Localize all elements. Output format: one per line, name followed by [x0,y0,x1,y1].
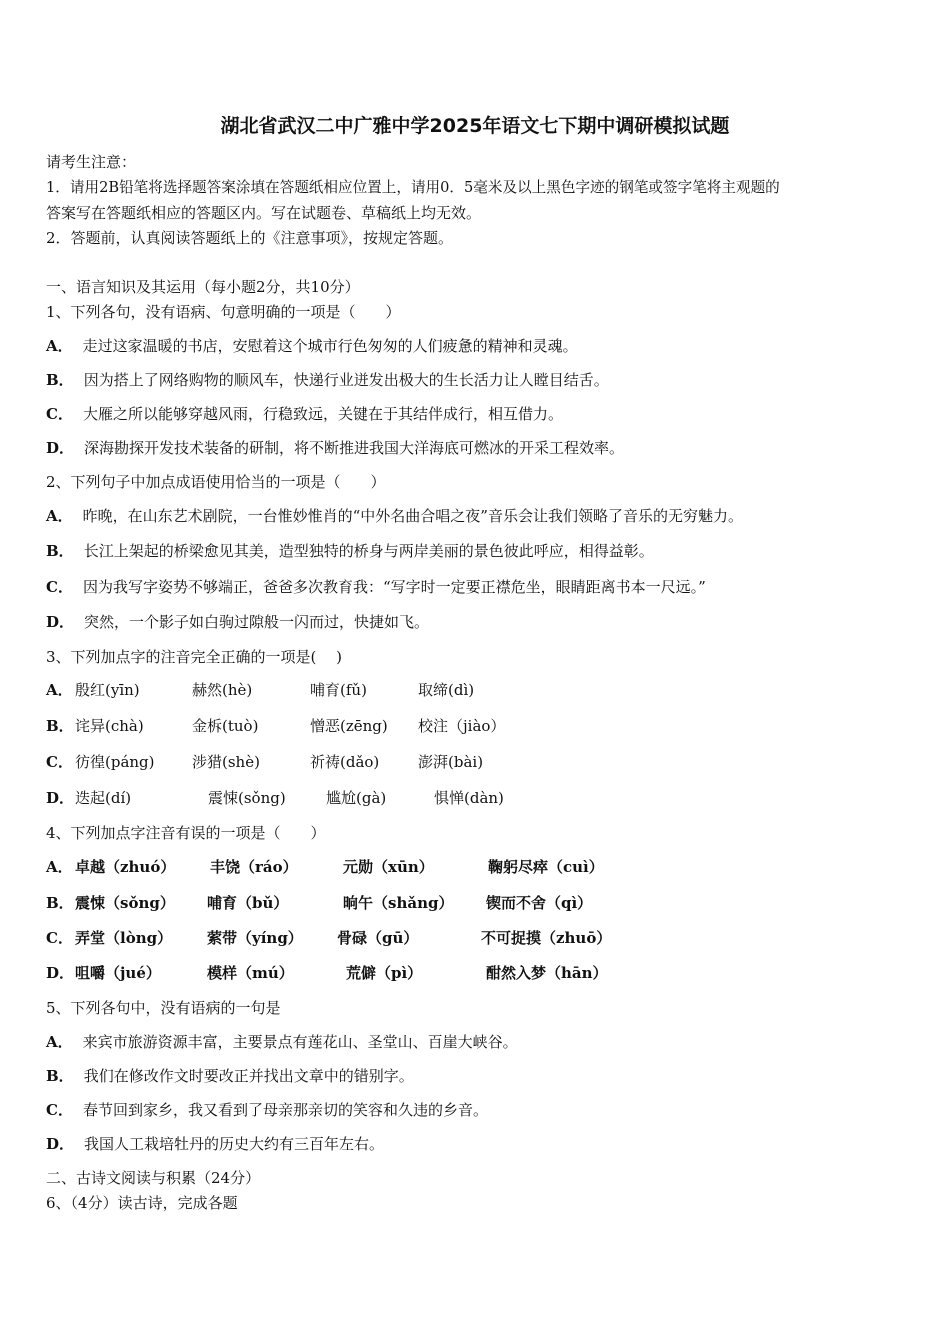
option-label: D． [46,1135,75,1153]
q4-b-item: 晌午（shǎng） [343,894,454,912]
q2-stem: 2、下列句子中加点成语使用恰当的一项是（ ） [46,473,386,491]
option-text: 因为我写字姿势不够端正，爸爸多次教育我：“写字时一定要正襟危坐，眼睛距离书本一尺远。” [82,578,706,596]
q2-option-c [46,577,706,597]
q2-option-d [46,612,429,632]
notice-line-1: 1．请用2B铅笔将选择题答案涂填在答题纸相应位置上，请用0．5毫米及以上黑色字迹的钢笔或签字笔将主观题的 [46,179,780,196]
option-text: 昨晚，在山东艺术剧院，一台惟妙惟肖的“中外名曲合唱之夜”音乐会让我们领略了音乐的无穷魅力。 [82,507,743,525]
q4-option-c-label: C． [46,929,73,947]
notice-line-2: 答案写在答题纸相应的答题区内。写在试题卷、草稿纸上均无效。 [46,204,482,222]
option-label: B． [46,542,74,560]
option-label: C． [46,578,73,596]
option-label: B． [46,1067,74,1085]
q4-b-item: 震悚（sǒng） [75,894,175,912]
q4-stem: 4、下列加点字注音有误的一项是（ ） [46,824,326,842]
option-label: A． [46,337,73,355]
option-text: 走过这家温暖的书店，安慰着这个城市行色匆匆的人们疲惫的精神和灵魂。 [82,337,578,355]
q1-option-a [46,336,578,356]
q4-c-item: 萦带（yíng） [207,929,303,947]
q3-c-item: 祈祷(dǎo) [310,753,380,771]
q4-a-item: 元勋（xūn） [343,858,434,876]
option-text: 我国人工栽培牡丹的历史大约有三百年左右。 [84,1135,385,1153]
q3-a-item: 殷红(yīn) [75,681,140,699]
q5-option-c [46,1100,488,1120]
q2-option-b [46,541,654,561]
q4-option-a-label: A． [46,858,73,876]
q1-stem: 1、下列各句，没有语病、句意明确的一项是（ ） [46,303,401,321]
option-text: 突然，一个影子如白驹过隙般一闪而过，快捷如飞。 [84,613,430,631]
q3-b-item: 憎恶(zēng) [310,717,388,735]
section-2-heading: 二、古诗文阅读与积累（24分） [46,1169,261,1187]
q4-a-item: 丰饶（ráo） [210,858,298,876]
page-title: 湖北省武汉二中广雅中学2025年语文七下期中调研模拟试题 [220,115,730,137]
q3-c-item: 彷徨(páng) [75,753,155,771]
option-label: A． [46,1033,73,1051]
q3-c-item: 涉猎(shè) [192,753,260,771]
q3-option-b-label: B． [46,717,74,735]
q1-option-c [46,404,563,424]
notice-line-3: 2．答题前，认真阅读答题纸上的《注意事项》，按规定答题。 [46,229,454,247]
q4-c-item: 骨碌（gū） [337,929,419,947]
q5-stem: 5、下列各句中，没有语病的一句是 [46,999,281,1017]
q4-d-item: 荒僻（pì） [346,964,423,982]
q3-b-item: 诧异(chà) [75,717,144,735]
option-text: 春节回到家乡，我又看到了母亲那亲切的笑容和久违的乡音。 [82,1101,488,1119]
q3-option-a-label: A． [46,681,73,699]
q3-a-item: 赫然(hè) [192,681,253,699]
option-label: D． [46,613,75,631]
q3-option-c-label: C． [46,753,73,771]
q4-d-item: 酣然入梦（hān） [486,964,608,982]
q4-a-item: 卓越（zhuó） [75,858,176,876]
q4-b-item: 锲而不舍（qì） [486,894,593,912]
q3-b-item: 校注（jiào） [418,717,506,735]
option-label: C． [46,405,73,423]
q1-option-b [46,370,609,390]
option-text: 深海勘探开发技术装备的研制，将不断推进我国大洋海底可燃冰的开采工程效率。 [84,439,625,457]
q4-a-item: 鞠躬尽瘁（cuì） [488,858,604,876]
q5-option-a [46,1032,518,1052]
q3-d-item: 惧惮(dàn) [434,789,504,807]
section-1-heading: 一、语言知识及其运用（每小题2分，共10分） [46,278,360,296]
q4-c-item: 弄堂（lòng） [75,929,173,947]
notice-heading: 请考生注意： [46,153,137,171]
q5-option-d [46,1134,384,1154]
option-label: C． [46,1101,73,1119]
option-text: 我们在修改作文时要改正并找出文章中的错别字。 [83,1067,414,1085]
q4-b-item: 哺育（bǔ） [207,894,289,912]
q4-d-item: 模样（mú） [207,964,294,982]
q3-a-item: 取缔(dì) [418,681,475,699]
q3-c-item: 澎湃(bài) [418,753,484,771]
option-label: B． [46,371,74,389]
option-label: D． [46,439,75,457]
q2-option-a [46,506,743,526]
q1-option-d [46,438,624,458]
option-label: A． [46,507,73,525]
q3-d-item: 迭起(dí) [75,789,132,807]
option-text: 因为搭上了网络购物的顺风车，快递行业迸发出极大的生长活力让人瞠目结舌。 [83,371,609,389]
q5-option-b [46,1066,414,1086]
q3-a-item: 哺育(fǔ) [310,681,367,699]
q4-option-b-label: B． [46,894,74,912]
q3-stem: 3、下列加点字的注音完全正确的一项是( ) [46,648,343,666]
q4-d-item: 咀嚼（jué） [75,964,161,982]
option-text: 长江上架起的桥梁愈见其美，造型独特的桥身与两岸美丽的景色彼此呼应，相得益彰。 [83,542,654,560]
q4-option-d-label: D． [46,964,75,982]
q3-b-item: 金柝(tuò) [192,717,259,735]
q3-d-item: 尴尬(gà) [326,789,387,807]
option-text: 来宾市旅游资源丰富，主要景点有莲花山、圣堂山、百崖大峡谷。 [82,1033,518,1051]
q6-stem: 6、（4分）读古诗，完成各题 [46,1194,238,1212]
q4-c-item: 不可捉摸（zhuō） [481,929,612,947]
q3-option-d-label: D． [46,789,75,807]
option-text: 大雁之所以能够穿越风雨，行稳致远，关键在于其结伴成行，相互借力。 [82,405,563,423]
q3-d-item: 震悚(sǒng) [208,789,286,807]
